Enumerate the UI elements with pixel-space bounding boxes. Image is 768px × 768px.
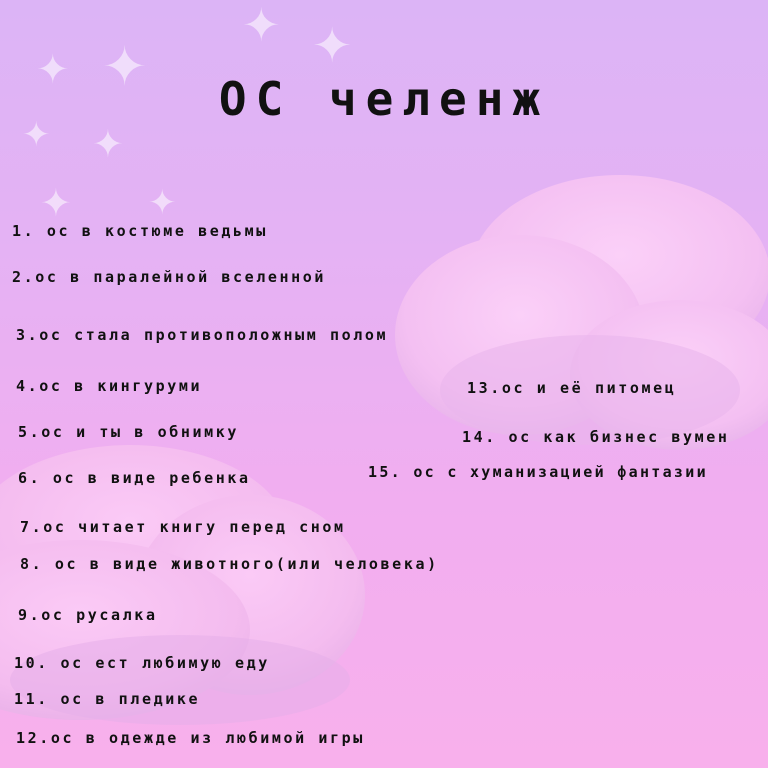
sparkle-icon: ✦ (148, 183, 177, 223)
list-item: 1. ос в костюме ведьмы (12, 222, 268, 240)
sparkle-icon: ✦ (242, 0, 281, 52)
list-item: 2.ос в паралейной вселенной (12, 268, 327, 286)
list-item: 11. ос в пледике (14, 690, 201, 708)
list-item: 4.ос в кингуруми (16, 377, 203, 395)
list-item: 14. ос как бизнес вумен (462, 428, 730, 446)
sparkle-icon: ✦ (312, 18, 353, 74)
list-item: 7.ос читает книгу перед сном (20, 518, 346, 536)
list-item: 9.ос русалка (18, 606, 158, 624)
sparkle-icon: ✦ (92, 122, 124, 166)
cloud-right (380, 165, 768, 465)
list-item: 10. ос ест любимую еду (14, 654, 270, 672)
list-item: 3.ос стала противоположным полом (16, 326, 389, 344)
sparkle-icon: ✦ (102, 35, 148, 98)
page-title: ОС челенж (218, 72, 550, 126)
list-item: 12.ос в одежде из любимой игры (16, 729, 365, 747)
list-item: 5.ос и ты в обнимку (18, 423, 239, 441)
sparkle-icon: ✦ (22, 115, 51, 155)
list-item: 8. ос в виде животного(или человека) (20, 555, 439, 573)
sparkle-icon: ✦ (40, 181, 72, 225)
list-item: 6. ос в виде ребенка (18, 469, 251, 487)
list-item: 15. ос с хуманизацией фантазии (368, 463, 708, 481)
list-item: 13.ос и её питомец (467, 379, 677, 397)
sparkle-icon: ✦ (36, 47, 70, 93)
